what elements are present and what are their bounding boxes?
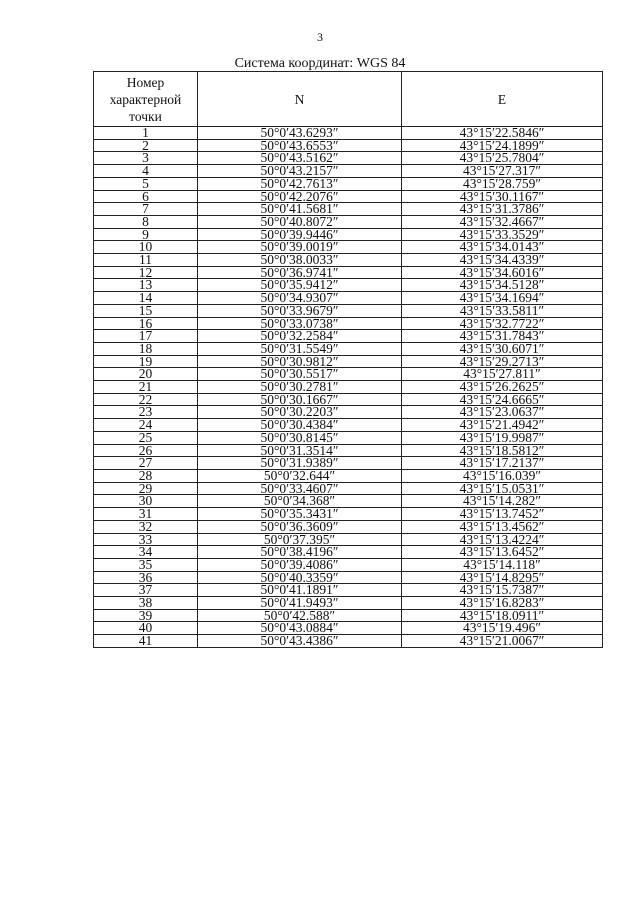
header-n: N bbox=[198, 72, 402, 127]
table-row bbox=[94, 190, 603, 203]
cell-e: 43°15′15.7387″ bbox=[402, 584, 603, 597]
table-row bbox=[94, 419, 603, 432]
table-row bbox=[94, 203, 603, 216]
cell-n: 50°0′30.8145″ bbox=[198, 431, 402, 444]
cell-point-number: 24 bbox=[94, 419, 198, 432]
cell-point-number: 40 bbox=[94, 622, 198, 635]
cell-point-number: 2 bbox=[94, 139, 198, 152]
table-row bbox=[94, 292, 603, 305]
cell-point-number: 37 bbox=[94, 584, 198, 597]
cell-e: 43°15′18.5812″ bbox=[402, 444, 603, 457]
header-point-number: Номер характерной точки bbox=[94, 72, 198, 127]
cell-point-number: 32 bbox=[94, 520, 198, 533]
table-row bbox=[94, 520, 603, 533]
cell-n: 50°0′42.7613″ bbox=[198, 177, 402, 190]
table-row bbox=[94, 406, 603, 419]
cell-point-number: 35 bbox=[94, 558, 198, 571]
cell-n: 50°0′42.2076″ bbox=[198, 190, 402, 203]
cell-e: 43°15′33.3529″ bbox=[402, 228, 603, 241]
cell-e: 43°15′32.7722″ bbox=[402, 317, 603, 330]
cell-e: 43°15′27.317″ bbox=[402, 165, 603, 178]
cell-e: 43°15′31.7843″ bbox=[402, 330, 603, 343]
cell-e: 43°15′15.0531″ bbox=[402, 482, 603, 495]
table-row bbox=[94, 469, 603, 482]
table-row bbox=[94, 127, 603, 140]
cell-n: 50°0′30.2781″ bbox=[198, 381, 402, 394]
cell-e: 43°15′22.5846″ bbox=[402, 127, 603, 140]
cell-n: 50°0′32.2584″ bbox=[198, 330, 402, 343]
cell-e: 43°15′13.4562″ bbox=[402, 520, 603, 533]
table-row bbox=[94, 609, 603, 622]
cell-n: 50°0′30.9812″ bbox=[198, 355, 402, 368]
cell-e: 43°15′34.6016″ bbox=[402, 266, 603, 279]
cell-e: 43°15′34.1694″ bbox=[402, 292, 603, 305]
table-row bbox=[94, 584, 603, 597]
cell-e: 43°15′13.6452″ bbox=[402, 546, 603, 559]
cell-n: 50°0′38.4196″ bbox=[198, 546, 402, 559]
table-row bbox=[94, 546, 603, 559]
cell-n: 50°0′41.1891″ bbox=[198, 584, 402, 597]
cell-point-number: 11 bbox=[94, 254, 198, 267]
cell-n: 50°0′39.0019″ bbox=[198, 241, 402, 254]
cell-point-number: 38 bbox=[94, 597, 198, 610]
cell-e: 43°15′25.7804″ bbox=[402, 152, 603, 165]
table-row bbox=[94, 330, 603, 343]
cell-point-number: 3 bbox=[94, 152, 198, 165]
table-row bbox=[94, 368, 603, 381]
cell-e: 43°15′33.5811″ bbox=[402, 304, 603, 317]
table-row bbox=[94, 254, 603, 267]
cell-point-number: 10 bbox=[94, 241, 198, 254]
cell-e: 43°15′14.118″ bbox=[402, 558, 603, 571]
cell-e: 43°15′17.2137″ bbox=[402, 457, 603, 470]
cell-n: 50°0′32.644″ bbox=[198, 469, 402, 482]
cell-e: 43°15′26.2625″ bbox=[402, 381, 603, 394]
table-row bbox=[94, 597, 603, 610]
table-row bbox=[94, 444, 603, 457]
cell-point-number: 15 bbox=[94, 304, 198, 317]
cell-point-number: 12 bbox=[94, 266, 198, 279]
cell-n: 50°0′36.9741″ bbox=[198, 266, 402, 279]
table-row bbox=[94, 381, 603, 394]
table-row bbox=[94, 495, 603, 508]
cell-e: 43°15′28.759″ bbox=[402, 177, 603, 190]
cell-e: 43°15′13.7452″ bbox=[402, 508, 603, 521]
cell-n: 50°0′43.4386″ bbox=[198, 635, 402, 648]
cell-n: 50°0′41.5681″ bbox=[198, 203, 402, 216]
cell-point-number: 39 bbox=[94, 609, 198, 622]
cell-n: 50°0′43.2157″ bbox=[198, 165, 402, 178]
table-row bbox=[94, 508, 603, 521]
cell-n: 50°0′43.6553″ bbox=[198, 139, 402, 152]
table-row bbox=[94, 431, 603, 444]
table-row bbox=[94, 241, 603, 254]
cell-point-number: 22 bbox=[94, 393, 198, 406]
cell-n: 50°0′43.5162″ bbox=[198, 152, 402, 165]
table-row bbox=[94, 152, 603, 165]
cell-e: 43°15′21.4942″ bbox=[402, 419, 603, 432]
cell-e: 43°15′13.4224″ bbox=[402, 533, 603, 546]
cell-e: 43°15′24.6665″ bbox=[402, 393, 603, 406]
table-row bbox=[94, 279, 603, 292]
coordinates-table-body bbox=[94, 127, 603, 648]
cell-n: 50°0′31.5549″ bbox=[198, 342, 402, 355]
table-row bbox=[94, 165, 603, 178]
cell-point-number: 31 bbox=[94, 508, 198, 521]
cell-n: 50°0′35.9412″ bbox=[198, 279, 402, 292]
cell-e: 43°15′19.496″ bbox=[402, 622, 603, 635]
cell-n: 50°0′33.9679″ bbox=[198, 304, 402, 317]
table-row bbox=[94, 177, 603, 190]
table-row bbox=[94, 393, 603, 406]
cell-point-number: 6 bbox=[94, 190, 198, 203]
cell-point-number: 33 bbox=[94, 533, 198, 546]
header-e: E bbox=[402, 72, 603, 127]
cell-point-number: 25 bbox=[94, 431, 198, 444]
cell-e: 43°15′32.4667″ bbox=[402, 215, 603, 228]
table-row bbox=[94, 482, 603, 495]
table-row bbox=[94, 317, 603, 330]
cell-e: 43°15′30.1167″ bbox=[402, 190, 603, 203]
table-row bbox=[94, 304, 603, 317]
table-row bbox=[94, 355, 603, 368]
cell-point-number: 30 bbox=[94, 495, 198, 508]
cell-point-number: 1 bbox=[94, 127, 198, 140]
cell-e: 43°15′14.8295″ bbox=[402, 571, 603, 584]
cell-n: 50°0′37.395″ bbox=[198, 533, 402, 546]
cell-point-number: 16 bbox=[94, 317, 198, 330]
table-row bbox=[94, 342, 603, 355]
cell-point-number: 4 bbox=[94, 165, 198, 178]
cell-n: 50°0′36.3609″ bbox=[198, 520, 402, 533]
cell-n: 50°0′31.3514″ bbox=[198, 444, 402, 457]
table-row bbox=[94, 533, 603, 546]
cell-n: 50°0′43.0884″ bbox=[198, 622, 402, 635]
page-number: 3 bbox=[317, 30, 323, 44]
cell-e: 43°15′34.5128″ bbox=[402, 279, 603, 292]
cell-point-number: 9 bbox=[94, 228, 198, 241]
cell-point-number: 34 bbox=[94, 546, 198, 559]
cell-n: 50°0′38.0033″ bbox=[198, 254, 402, 267]
cell-e: 43°15′30.6071″ bbox=[402, 342, 603, 355]
cell-e: 43°15′16.8283″ bbox=[402, 597, 603, 610]
cell-n: 50°0′39.9446″ bbox=[198, 228, 402, 241]
cell-point-number: 21 bbox=[94, 381, 198, 394]
cell-e: 43°15′16.039″ bbox=[402, 469, 603, 482]
cell-e: 43°15′14.282″ bbox=[402, 495, 603, 508]
cell-n: 50°0′39.4086″ bbox=[198, 558, 402, 571]
cell-point-number: 36 bbox=[94, 571, 198, 584]
cell-point-number: 18 bbox=[94, 342, 198, 355]
cell-n: 50°0′42.588″ bbox=[198, 609, 402, 622]
cell-point-number: 17 bbox=[94, 330, 198, 343]
cell-n: 50°0′30.2203″ bbox=[198, 406, 402, 419]
cell-point-number: 5 bbox=[94, 177, 198, 190]
table-row bbox=[94, 571, 603, 584]
cell-point-number: 14 bbox=[94, 292, 198, 305]
cell-n: 50°0′30.4384″ bbox=[198, 419, 402, 432]
table-header-row bbox=[94, 72, 603, 127]
table-row bbox=[94, 215, 603, 228]
cell-n: 50°0′34.368″ bbox=[198, 495, 402, 508]
coordinates-table bbox=[93, 71, 603, 648]
cell-n: 50°0′30.5517″ bbox=[198, 368, 402, 381]
cell-e: 43°15′27.811″ bbox=[402, 368, 603, 381]
cell-n: 50°0′30.1667″ bbox=[198, 393, 402, 406]
cell-e: 43°15′23.0637″ bbox=[402, 406, 603, 419]
table-row bbox=[94, 139, 603, 152]
cell-point-number: 29 bbox=[94, 482, 198, 495]
cell-n: 50°0′35.3431″ bbox=[198, 508, 402, 521]
cell-n: 50°0′41.9493″ bbox=[198, 597, 402, 610]
table-row bbox=[94, 457, 603, 470]
cell-e: 43°15′21.0067″ bbox=[402, 635, 603, 648]
cell-point-number: 8 bbox=[94, 215, 198, 228]
cell-point-number: 23 bbox=[94, 406, 198, 419]
cell-point-number: 41 bbox=[94, 635, 198, 648]
cell-n: 50°0′33.0738″ bbox=[198, 317, 402, 330]
coordinate-system-title: Система координат: WGS 84 bbox=[234, 56, 406, 71]
cell-point-number: 28 bbox=[94, 469, 198, 482]
cell-e: 43°15′34.4339″ bbox=[402, 254, 603, 267]
cell-n: 50°0′31.9389″ bbox=[198, 457, 402, 470]
cell-point-number: 26 bbox=[94, 444, 198, 457]
cell-point-number: 7 bbox=[94, 203, 198, 216]
cell-e: 43°15′24.1899″ bbox=[402, 139, 603, 152]
cell-e: 43°15′34.0143″ bbox=[402, 241, 603, 254]
cell-n: 50°0′40.8072″ bbox=[198, 215, 402, 228]
cell-e: 43°15′29.2713″ bbox=[402, 355, 603, 368]
table-row bbox=[94, 558, 603, 571]
cell-point-number: 20 bbox=[94, 368, 198, 381]
cell-point-number: 13 bbox=[94, 279, 198, 292]
cell-e: 43°15′18.0911″ bbox=[402, 609, 603, 622]
cell-e: 43°15′19.9987″ bbox=[402, 431, 603, 444]
cell-e: 43°15′31.3786″ bbox=[402, 203, 603, 216]
cell-n: 50°0′34.9307″ bbox=[198, 292, 402, 305]
table-row bbox=[94, 622, 603, 635]
cell-n: 50°0′33.4607″ bbox=[198, 482, 402, 495]
cell-point-number: 27 bbox=[94, 457, 198, 470]
table-row bbox=[94, 635, 603, 648]
table-row bbox=[94, 228, 603, 241]
cell-point-number: 19 bbox=[94, 355, 198, 368]
table-row bbox=[94, 266, 603, 279]
cell-n: 50°0′40.3359″ bbox=[198, 571, 402, 584]
cell-n: 50°0′43.6293″ bbox=[198, 127, 402, 140]
